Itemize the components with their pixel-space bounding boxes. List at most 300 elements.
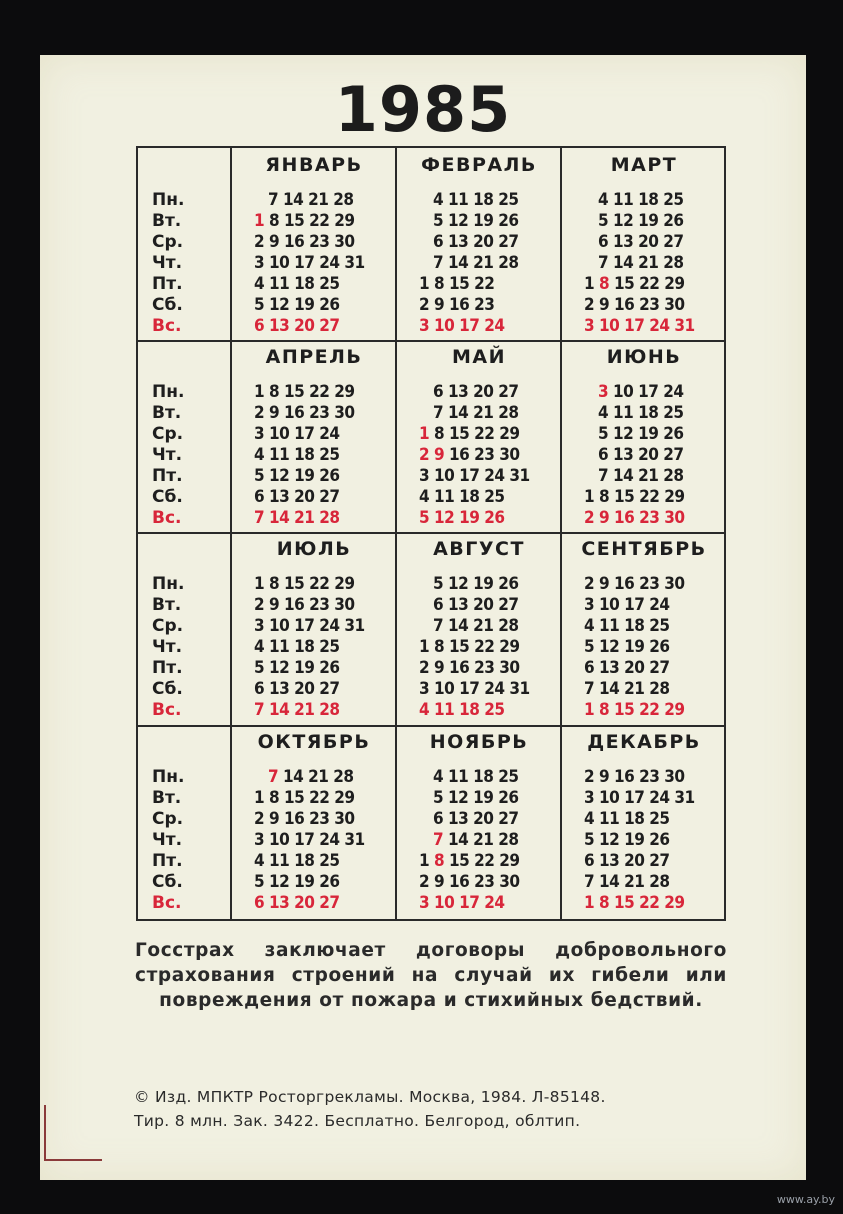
date-row: [562, 253, 748, 274]
date-row: [562, 788, 748, 809]
date-number: 17: [294, 616, 315, 636]
date-row: [232, 316, 418, 337]
date-number: 4: [254, 851, 265, 871]
date-number: 29: [499, 637, 520, 657]
month-name: НОЯБРЬ: [429, 731, 529, 753]
date-number: 26: [649, 830, 670, 850]
date-number: 11: [612, 403, 634, 423]
date-number: 7: [598, 466, 609, 486]
date-number: 20: [294, 487, 315, 507]
date-row: [397, 637, 583, 658]
date-number: 28: [498, 253, 519, 273]
date-number: 13: [612, 232, 634, 252]
date-number: 26: [498, 574, 519, 594]
date-row: [562, 508, 748, 529]
date-row: [232, 809, 418, 830]
month-block: [397, 340, 561, 530]
date-number: 29: [499, 424, 520, 444]
date-number: 31: [344, 253, 365, 273]
date-number: 28: [649, 872, 670, 892]
date-number: 22: [639, 487, 660, 507]
date-number: 10: [433, 679, 455, 699]
date-number: 10: [598, 595, 620, 615]
date-row: [232, 574, 418, 595]
date-number: 7: [254, 700, 265, 720]
date-number: 2: [584, 508, 595, 528]
date-number: 18: [638, 403, 659, 423]
date-number: 18: [459, 487, 480, 507]
date-number: 10: [598, 788, 620, 808]
date-number: 27: [498, 595, 519, 615]
date-number: 23: [309, 595, 330, 615]
date-number: 10: [268, 424, 290, 444]
date-row: [397, 424, 583, 445]
date-row: [232, 872, 418, 893]
weekday-label: Ср.: [152, 232, 184, 252]
date-row: [562, 445, 748, 466]
date-number: 12: [612, 424, 634, 444]
date-number: 5: [433, 574, 444, 594]
corner-mark: [44, 1159, 102, 1161]
date-number: 22: [474, 637, 495, 657]
date-number: 24: [663, 382, 684, 402]
weekday-label: Вт.: [152, 788, 182, 808]
date-number: 16: [448, 872, 470, 892]
date-number: 4: [433, 767, 444, 787]
date-number: 25: [663, 190, 684, 210]
date-number: 16: [283, 809, 305, 829]
weekday-label: Пн.: [152, 767, 185, 787]
month-name: ОКТЯБРЬ: [257, 731, 371, 753]
date-row: [562, 403, 748, 424]
date-number: 3: [254, 253, 265, 273]
date-number: 27: [319, 487, 340, 507]
date-number: 28: [498, 830, 519, 850]
date-number: 9: [598, 574, 610, 594]
month-block: [232, 340, 396, 530]
date-number: 25: [649, 809, 670, 829]
month-block: [397, 532, 561, 722]
date-number: 27: [319, 316, 340, 336]
date-number: 11: [433, 700, 455, 720]
date-number: 24: [484, 466, 505, 486]
date-number: 6: [598, 445, 609, 465]
date-number: 9: [268, 809, 280, 829]
date-number: 2: [419, 445, 430, 465]
date-number: 15: [613, 893, 635, 913]
date-number: 27: [319, 893, 340, 913]
date-number: 24: [319, 253, 340, 273]
date-number: 12: [447, 211, 469, 231]
date-number: 18: [624, 616, 645, 636]
date-number: 18: [294, 274, 315, 294]
date-number: 30: [499, 445, 520, 465]
date-number: 20: [473, 382, 494, 402]
date-number: 21: [294, 508, 315, 528]
date-row: [232, 232, 418, 253]
date-number: 26: [663, 211, 684, 231]
date-number: 8: [598, 893, 610, 913]
weekday-label: Вт.: [152, 403, 182, 423]
date-number: 28: [498, 403, 519, 423]
date-number: 19: [294, 658, 315, 678]
date-number: 25: [319, 274, 340, 294]
date-number: 28: [319, 700, 340, 720]
month-name: ДЕКАБРЬ: [587, 731, 701, 753]
weekday-label: Сб.: [152, 487, 183, 507]
date-number: 4: [254, 637, 265, 657]
date-number: 22: [309, 788, 330, 808]
date-number: 7: [433, 830, 444, 850]
date-number: 25: [498, 767, 519, 787]
date-number: 1: [584, 893, 595, 913]
date-number: 18: [294, 445, 315, 465]
date-number: 18: [294, 637, 315, 657]
date-row: [232, 893, 418, 914]
date-number: 17: [459, 466, 480, 486]
date-number: 11: [598, 616, 620, 636]
date-number: 16: [283, 232, 305, 252]
date-number: 21: [308, 767, 329, 787]
date-number: 27: [663, 445, 684, 465]
date-row: [562, 700, 748, 721]
date-row: [397, 445, 583, 466]
date-number: 25: [498, 190, 519, 210]
date-number: 3: [598, 382, 609, 402]
date-number: 29: [664, 487, 685, 507]
month-name: АПРЕЛЬ: [265, 346, 363, 368]
date-row: [232, 851, 418, 872]
date-number: 9: [268, 232, 280, 252]
date-number: 22: [309, 574, 330, 594]
date-number: 9: [433, 295, 445, 315]
date-number: 8: [268, 788, 280, 808]
date-number: 6: [584, 851, 595, 871]
date-number: 15: [448, 851, 470, 871]
date-number: 26: [498, 788, 519, 808]
date-number: 14: [598, 872, 620, 892]
date-number: 7: [268, 767, 279, 787]
date-row: [232, 466, 418, 487]
date-number: 12: [268, 295, 290, 315]
weekday-label: Вс.: [152, 700, 182, 720]
date-number: 23: [474, 872, 495, 892]
date-number: 18: [473, 767, 494, 787]
date-number: 25: [319, 851, 340, 871]
date-number: 7: [254, 508, 265, 528]
date-number: 5: [584, 637, 595, 657]
date-number: 17: [624, 595, 645, 615]
date-number: 12: [433, 508, 455, 528]
date-number: 15: [613, 274, 635, 294]
month-block: [562, 148, 726, 338]
date-number: 25: [484, 700, 505, 720]
date-number: 13: [268, 316, 290, 336]
date-number: 20: [473, 809, 494, 829]
date-number: 19: [473, 574, 494, 594]
weekday-label: Пт.: [152, 658, 183, 678]
weekday-label: Вт.: [152, 211, 182, 231]
month-name: ФЕВРАЛЬ: [421, 154, 537, 176]
date-number: 19: [624, 830, 645, 850]
weekday-label: Сб.: [152, 872, 183, 892]
date-number: 15: [613, 487, 635, 507]
date-number: 1: [584, 274, 595, 294]
date-number: 12: [268, 872, 290, 892]
date-number: 12: [268, 658, 290, 678]
date-row: [562, 595, 748, 616]
date-row: [562, 274, 748, 295]
date-number: 4: [419, 700, 430, 720]
date-number: 11: [268, 274, 290, 294]
month-name: ЯНВАРЬ: [265, 154, 363, 176]
date-number: 19: [638, 211, 659, 231]
date-number: 1: [419, 637, 430, 657]
date-number: 4: [254, 274, 265, 294]
date-number: 16: [283, 595, 305, 615]
date-number: 3: [419, 893, 430, 913]
date-number: 5: [254, 466, 265, 486]
date-number: 6: [254, 316, 265, 336]
date-number: 14: [282, 767, 304, 787]
date-number: 28: [663, 466, 684, 486]
weekday-label: Ср.: [152, 424, 184, 444]
date-row: [232, 487, 418, 508]
date-number: 24: [484, 893, 505, 913]
month-name: ИЮЛЬ: [276, 538, 352, 560]
date-number: 22: [639, 893, 660, 913]
weekday-label: Вс.: [152, 508, 182, 528]
date-row: [562, 487, 748, 508]
date-number: 17: [459, 679, 480, 699]
date-row: [397, 809, 583, 830]
date-number: 3: [254, 830, 265, 850]
date-number: 28: [663, 253, 684, 273]
date-row: [562, 830, 748, 851]
date-number: 2: [254, 232, 265, 252]
date-number: 23: [474, 445, 495, 465]
month-block: [232, 148, 396, 338]
date-number: 9: [598, 295, 610, 315]
date-number: 4: [598, 190, 609, 210]
date-number: 8: [433, 851, 445, 871]
date-number: 29: [334, 574, 355, 594]
date-number: 21: [624, 679, 645, 699]
date-row: [397, 508, 583, 529]
date-number: 6: [433, 232, 444, 252]
date-number: 12: [447, 574, 469, 594]
date-number: 18: [638, 190, 659, 210]
date-number: 4: [598, 403, 609, 423]
date-row: [397, 211, 583, 232]
date-number: 28: [649, 679, 670, 699]
date-number: 15: [613, 700, 635, 720]
month-name: СЕНТЯБРЬ: [581, 538, 707, 560]
date-number: 19: [294, 295, 315, 315]
date-number: 16: [448, 658, 470, 678]
date-row: [397, 274, 583, 295]
date-number: 30: [499, 658, 520, 678]
date-number: 23: [639, 574, 660, 594]
date-number: 26: [319, 466, 340, 486]
date-number: 28: [498, 616, 519, 636]
date-row: [562, 295, 748, 316]
weekday-label: Пн.: [152, 574, 185, 594]
date-number: 13: [447, 809, 469, 829]
date-number: 9: [433, 658, 445, 678]
date-number: 5: [254, 658, 265, 678]
date-number: 9: [433, 445, 445, 465]
date-number: 14: [268, 508, 290, 528]
date-number: 21: [473, 403, 494, 423]
date-number: 8: [598, 274, 610, 294]
date-row: [562, 574, 748, 595]
date-number: 15: [448, 637, 470, 657]
date-number: 10: [268, 830, 290, 850]
date-number: 24: [484, 679, 505, 699]
date-number: 21: [638, 466, 659, 486]
month-block: [232, 725, 396, 915]
date-row: [232, 830, 418, 851]
date-number: 23: [474, 658, 495, 678]
date-number: 14: [612, 466, 634, 486]
date-row: [397, 658, 583, 679]
date-row: [562, 767, 748, 788]
date-row: [562, 232, 748, 253]
date-number: 9: [598, 508, 610, 528]
month-block: [397, 148, 561, 338]
date-number: 11: [268, 851, 290, 871]
date-row: [232, 508, 418, 529]
date-number: 3: [419, 316, 430, 336]
date-number: 23: [309, 403, 330, 423]
date-number: 7: [433, 616, 444, 636]
date-number: 6: [254, 893, 265, 913]
date-row: [397, 595, 583, 616]
date-row: [397, 788, 583, 809]
date-number: 1: [254, 382, 265, 402]
date-number: 4: [419, 487, 430, 507]
calendar-grid: [136, 146, 726, 921]
date-number: 15: [283, 382, 305, 402]
date-number: 7: [598, 253, 609, 273]
date-number: 6: [254, 679, 265, 699]
date-number: 4: [433, 190, 444, 210]
date-row: [397, 466, 583, 487]
date-row: [562, 466, 748, 487]
date-number: 24: [319, 616, 340, 636]
date-number: 13: [598, 658, 620, 678]
date-number: 16: [448, 445, 470, 465]
date-row: [232, 253, 418, 274]
date-number: 20: [638, 232, 659, 252]
date-number: 10: [433, 466, 455, 486]
date-number: 14: [447, 253, 469, 273]
date-number: 23: [639, 295, 660, 315]
date-number: 10: [612, 382, 634, 402]
date-number: 26: [319, 872, 340, 892]
insurance-notice: Госстрах заключает договоры добровольного страхования строений на случай их гибели или повреждения от пожара и стихийных бедствий.: [135, 940, 727, 1011]
date-number: 18: [624, 809, 645, 829]
date-number: 5: [254, 295, 265, 315]
date-number: 15: [283, 574, 305, 594]
date-row: [562, 382, 748, 403]
weekday-label: Пн.: [152, 190, 185, 210]
date-number: 12: [447, 788, 469, 808]
date-number: 13: [447, 232, 469, 252]
weekday-label: Чт.: [152, 253, 183, 273]
weekday-label: Вс.: [152, 893, 182, 913]
date-number: 29: [334, 382, 355, 402]
date-number: 22: [474, 851, 495, 871]
date-number: 22: [474, 424, 495, 444]
date-number: 21: [473, 830, 494, 850]
date-number: 21: [473, 616, 494, 636]
date-row: [562, 424, 748, 445]
date-number: 8: [598, 700, 610, 720]
date-number: 22: [639, 700, 660, 720]
date-number: 1: [254, 574, 265, 594]
date-number: 2: [254, 595, 265, 615]
date-row: [232, 274, 418, 295]
date-number: 27: [663, 232, 684, 252]
date-number: 23: [639, 508, 660, 528]
date-number: 13: [447, 382, 469, 402]
date-number: 17: [294, 830, 315, 850]
date-number: 21: [308, 190, 329, 210]
date-number: 14: [268, 700, 290, 720]
date-number: 20: [624, 658, 645, 678]
date-number: 26: [498, 211, 519, 231]
date-number: 3: [584, 788, 595, 808]
date-number: 9: [268, 595, 280, 615]
date-row: [397, 316, 583, 337]
date-number: 1: [419, 851, 430, 871]
date-number: 13: [268, 679, 290, 699]
date-number: 19: [473, 788, 494, 808]
date-number: 1: [584, 700, 595, 720]
weekday-label: Сб.: [152, 295, 183, 315]
date-number: 17: [624, 316, 645, 336]
date-row: [397, 487, 583, 508]
date-number: 6: [254, 487, 265, 507]
month-block: [562, 725, 726, 915]
date-number: 31: [344, 830, 365, 850]
date-row: [562, 679, 748, 700]
date-number: 15: [283, 211, 305, 231]
date-number: 3: [419, 679, 430, 699]
date-row: [562, 809, 748, 830]
date-number: 24: [649, 595, 670, 615]
date-number: 14: [447, 616, 469, 636]
date-number: 6: [433, 809, 444, 829]
date-number: 18: [459, 700, 480, 720]
date-number: 2: [254, 809, 265, 829]
date-number: 28: [319, 508, 340, 528]
date-number: 11: [598, 809, 620, 829]
date-number: 18: [473, 190, 494, 210]
date-number: 5: [433, 211, 444, 231]
date-number: 30: [664, 574, 685, 594]
date-number: 12: [598, 830, 620, 850]
date-row: [232, 403, 418, 424]
date-number: 20: [624, 851, 645, 871]
date-number: 12: [612, 211, 634, 231]
date-row: [397, 574, 583, 595]
date-number: 9: [598, 767, 610, 787]
date-number: 3: [254, 424, 265, 444]
date-row: [562, 190, 748, 211]
